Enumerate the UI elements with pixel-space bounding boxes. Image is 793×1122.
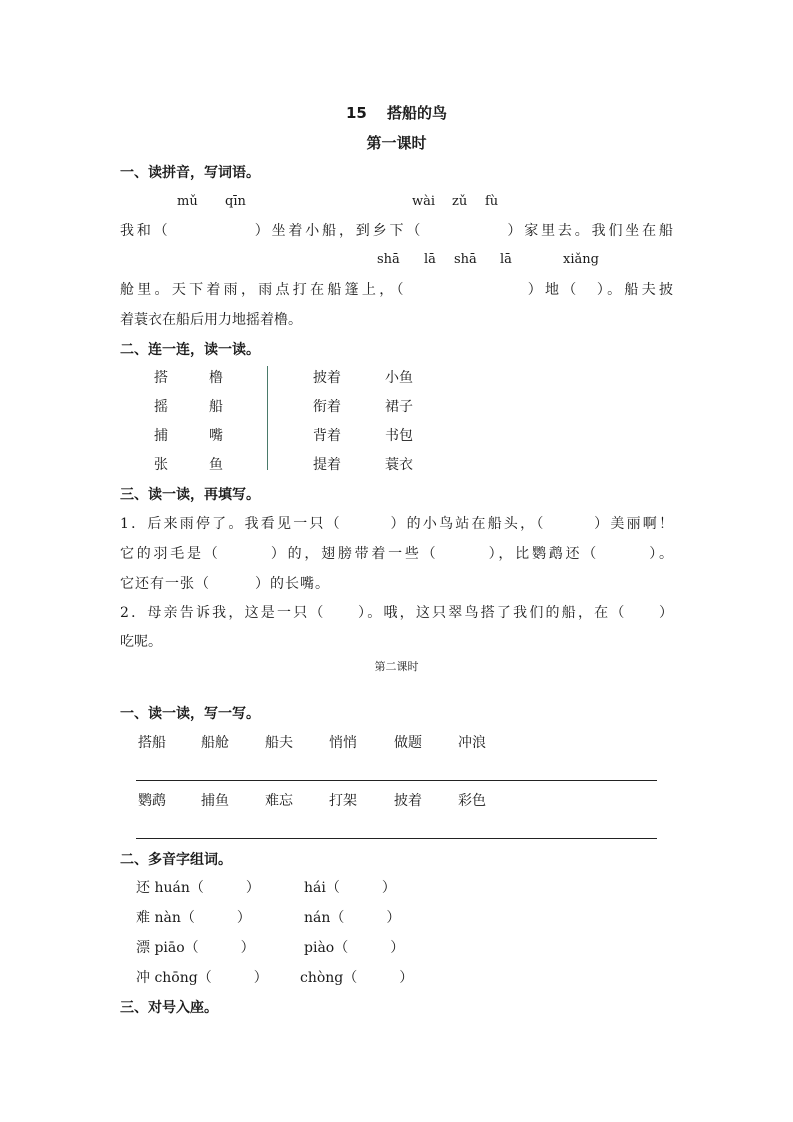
sentence-line: 1．后来雨停了。我看见一只（ ）的小鸟站在船头，（ ）美丽啊！ — [120, 516, 673, 532]
l2-section3-title: 三、对号入座。 — [120, 1000, 218, 1016]
l2-section2-title: 二、多音字组词。 — [120, 852, 232, 868]
match-item: 蓑衣 — [385, 457, 413, 473]
match-item: 船 — [209, 399, 223, 415]
polyphone-item: hái（ ） — [304, 880, 396, 896]
word: 船夫 — [265, 735, 293, 751]
match-item: 衔着 — [313, 399, 341, 415]
lesson1-heading: 第一课时 — [366, 134, 427, 152]
match-item: 背着 — [313, 428, 341, 444]
divider-line — [267, 366, 268, 470]
match-item: 捕 — [154, 428, 168, 444]
polyphone-item: 难 nàn（ ） — [136, 910, 251, 926]
match-item: 鱼 — [209, 457, 223, 473]
word: 船舱 — [201, 735, 229, 751]
pinyin: shā — [377, 252, 400, 267]
polyphone-item: 还 huán（ ） — [136, 880, 260, 896]
match-item: 提着 — [313, 457, 341, 473]
sentence-line: 它的羽毛是（ ）的，翅膀带着一些（ ），比鹦鹉还（ ）。 — [120, 546, 673, 562]
word: 鹦鹉 — [138, 793, 166, 809]
word: 彩色 — [458, 793, 486, 809]
writing-line — [136, 838, 657, 839]
sentence-line: 我和（ ）坐着小船，到乡下（ ）家里去。我们坐在船 — [120, 223, 673, 239]
sentence-line: 它还有一张（ ）的长嘴。 — [120, 576, 330, 592]
pinyin: xiǎng — [563, 252, 599, 267]
word: 搭船 — [138, 735, 166, 751]
lesson-name: 搭船的鸟 — [387, 104, 448, 122]
match-item: 摇 — [154, 399, 168, 415]
pinyin: shā — [454, 252, 477, 267]
polyphone-item: 冲 chōng（ ） — [136, 970, 268, 986]
pinyin: mǔ — [177, 194, 198, 209]
sentence-line: 着蓑衣在船后用力地摇着橹。 — [120, 312, 302, 328]
polyphone-item: nán（ ） — [304, 910, 401, 926]
pinyin: fù — [485, 194, 499, 209]
word: 捕鱼 — [201, 793, 229, 809]
sentence-line: 吃呢。 — [120, 634, 162, 650]
word: 披着 — [394, 793, 422, 809]
sentence-line: 2．母亲告诉我，这是一只（ ）。哦，这只翠鸟搭了我们的船，在（ ） — [120, 605, 673, 621]
match-item: 橹 — [209, 370, 223, 386]
match-item: 张 — [154, 457, 168, 473]
match-item: 披着 — [313, 370, 341, 386]
l1-section3-title: 三、读一读，再填写。 — [120, 487, 260, 503]
l1-section1-title: 一、读拼音，写词语。 — [120, 165, 260, 181]
writing-line — [136, 780, 657, 781]
lesson-number: 15 — [345, 104, 367, 122]
match-item: 搭 — [154, 370, 168, 386]
polyphone-item: piào（ ） — [304, 940, 405, 956]
pinyin: lā — [500, 252, 512, 267]
match-item: 裙子 — [385, 399, 413, 415]
match-item: 小鱼 — [385, 370, 413, 386]
sentence-line: 舱里。天下着雨，雨点打在船篷上，（ ）地（ ）。船夫披 — [120, 282, 673, 298]
polyphone-item: chòng（ ） — [300, 970, 414, 986]
match-item: 书包 — [385, 428, 413, 444]
word: 难忘 — [265, 793, 293, 809]
word: 冲浪 — [458, 735, 486, 751]
pinyin: lā — [424, 252, 436, 267]
pinyin: zǔ — [452, 194, 468, 209]
word: 做题 — [394, 735, 422, 751]
word: 打架 — [329, 793, 357, 809]
pinyin: qīn — [225, 194, 246, 209]
word: 悄悄 — [329, 735, 357, 751]
match-item: 嘴 — [209, 428, 223, 444]
l2-section1-title: 一、读一读，写一写。 — [120, 706, 260, 722]
polyphone-item: 漂 piāo（ ） — [136, 940, 255, 956]
page-title — [0, 104, 793, 122]
l1-section2-title: 二、连一连，读一读。 — [120, 342, 260, 358]
lesson2-heading: 第二课时 — [374, 660, 419, 673]
pinyin: wài — [412, 194, 436, 209]
